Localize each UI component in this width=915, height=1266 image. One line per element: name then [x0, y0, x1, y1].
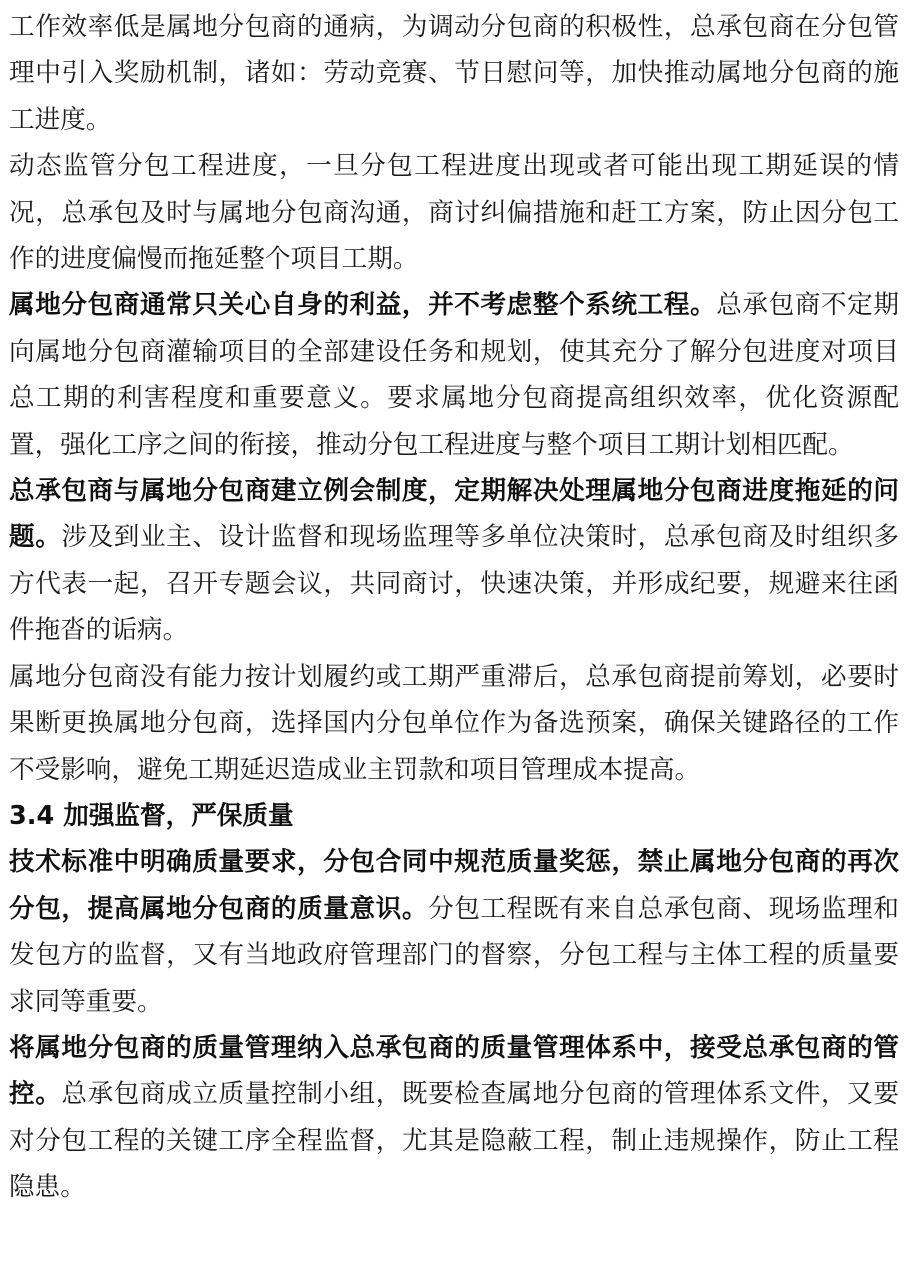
paragraph-1: 工作效率低是属地分包商的通病，为调动分包商的积极性，总承包商在分包管理中引入奖励机制，诸如：劳动竞赛、节日慰问等，加快推动属地分包商的施工进度。 — [9, 12, 899, 135]
section-paragraph-1: 技术标准中明确质量要求，分包合同中规范质量奖惩，禁止属地分包商的再次分包，提高属地分包商的质量意识。分包工程既有来自总承包商、现场监理和发包方的监督，又有当地政府管理部门的督察，分包工程与主体工程的质量要求同等重要。 — [9, 847, 899, 1017]
section-paragraph-2: 将属地分包商的质量管理纳入总承包商的质量管理体系中，接受总承包商的管控。总承包商成立质量控制小组，既要检查属地分包商的管理体系文件，又要对分包工程的关键工序全程监督，尤其是隐蔽工程，制止违规操作，防止工程隐患。 — [9, 1032, 899, 1203]
paragraph-3-lead: 属地分包商通常只关心自身的利益，并不考虑整个系统工程。 — [9, 290, 717, 321]
section-heading: 3.4 加强监督，严保质量 — [9, 800, 294, 831]
section-paragraph-1-lead: 技术标准中明确质量要求，分包合同中规范质量奖惩，禁止属地分包商的再次分包，提高属地分包商的质量意识。 — [9, 847, 899, 924]
paragraph-3: 属地分包商通常只关心自身的利益，并不考虑整个系统工程。总承包商不定期向属地分包商灌输项目的全部建设任务和规划，使其充分了解分包进度对项目总工期的利害程度和重要意义。要求属地分包商提高组织效率，优化资源配置，强化工序之间的衔接，推动分包工程进度与整个项目工期计划相匹配。 — [9, 290, 899, 460]
paragraph-4: 总承包商与属地分包商建立例会制度，定期解决处理属地分包商进度拖延的问题。涉及到业主、设计监督和现场监理等多单位决策时，总承包商及时组织多方代表一起，召开专题会议，共同商讨，快速决策，并形成纪要，规避来往函件拖沓的诟病。 — [9, 476, 899, 646]
paragraph-5: 属地分包商没有能力按计划履约或工期严重滞后，总承包商提前筹划，必要时果断更换属地分包商，选择国内分包单位作为备选预案，确保关键路径的工作不受影响，避免工期延迟造成业主罚款和项目管理成本提高。 — [9, 661, 899, 785]
paragraph-4-lead: 总承包商与属地分包商建立例会制度，定期解决处理属地分包商进度拖延的问题。 — [9, 476, 899, 553]
section-paragraph-2-lead: 将属地分包商的质量管理纳入总承包商的质量管理体系中，接受总承包商的管控。 — [9, 1032, 899, 1110]
paragraph-2: 动态监管分包工程进度，一旦分包工程进度出现或者可能出现工期延误的情况，总承包及时与属地分包商沟通，商讨纠偏措施和赶工方案，防止因分包工作的进度偏慢而拖延整个项目工期。 — [9, 151, 899, 275]
